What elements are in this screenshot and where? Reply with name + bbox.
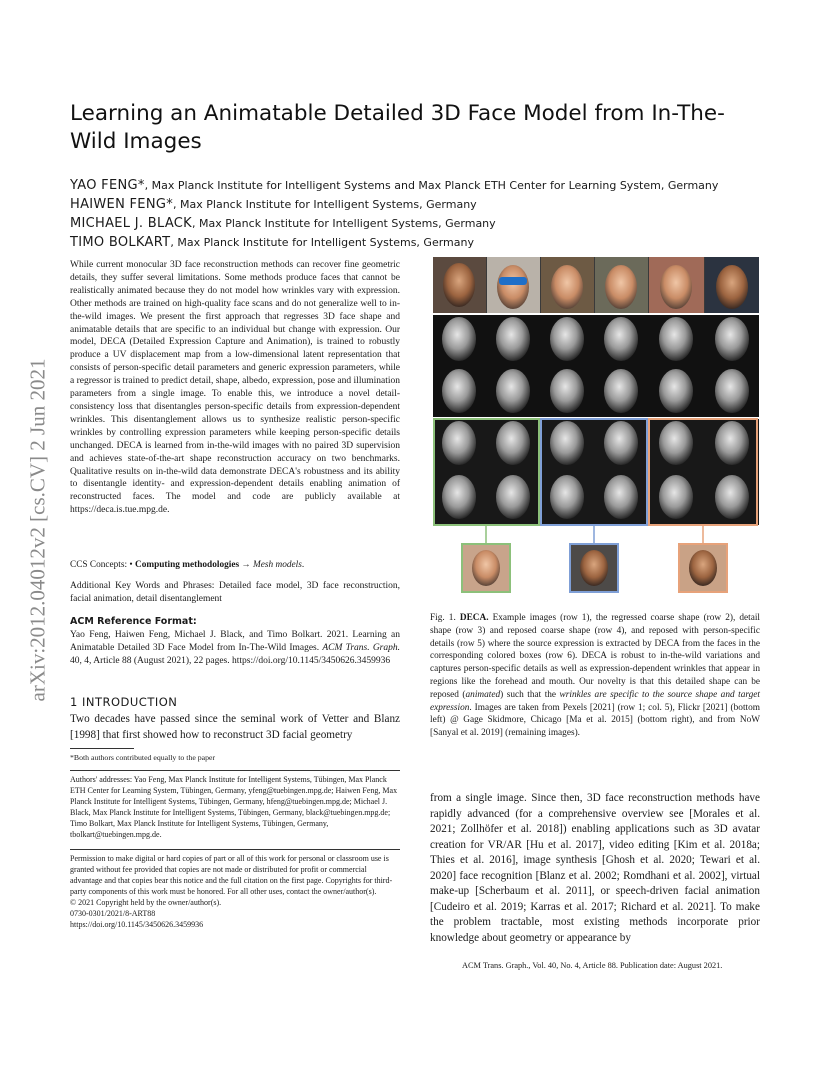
- author-name: HAIWEN FENG*: [70, 197, 174, 212]
- caption-text: Example images (row 1), the regressed coarse shape (row 2), detail shape (row 3) and reposed coarse shape (row 4), and reposed with person-specific details (row 5) where the source expression is extracted by DECA from the faces in the corresponding colored boxes (row 6). DECA is robust to in-the-wild variations and captures person-specific details as well as expression-dependent wrinkles that appear in regions like the forehead and mouth. Our novelty is that this detailed shape can be reposed (: [430, 613, 760, 700]
- footnote-rule: [70, 748, 134, 749]
- author-line: [70, 235, 474, 250]
- reference-format-heading: ACM Reference Format:: [70, 616, 197, 627]
- author-name: MICHAEL J. BLACK: [70, 216, 193, 231]
- arxiv-sidebar: [18, 300, 58, 760]
- shape-rows: [433, 315, 759, 417]
- caption-emphasis: wrinkles are specific to the source shape and target expression: [430, 689, 760, 713]
- ccs-category: Computing methodologies: [134, 560, 240, 570]
- doi-link[interactable]: https://doi.org/10.1145/3450626.3459936: [70, 920, 204, 929]
- intro-continuation: from a single image. Since then, 3D face reconstruction methods have rapidly advanced (for a comprehensive overview see [Morales et al. 2021; Zollhöfer et al. 2018]) enabling applications such as 3D avatar creation for VR/AR [Hu et al. 2017], video editing [Kim et al. 2018a; Thies et al. 2016], image synthesis [Ghosh et al. 2020; Tewari et al. 2020] face recognition [Blanz et al. 2002; Romdhani et al. 2002], virtual make-up [Scherbaum et al. 2011], or speech-driven facial animation [Cudeiro et al. 2019; Karras et al. 2017; Richard et al. 2021]. To make the problem tractable, most existing methods incorporate prior knowledge about geometry or appearance by: [430, 792, 760, 944]
- permission-block: [70, 853, 400, 930]
- author-name: YAO FENG*: [70, 178, 145, 193]
- source-faces: [462, 544, 727, 592]
- ccs-end: .: [301, 560, 305, 570]
- ccs-concepts: [70, 560, 400, 570]
- caption-text: . Images are taken from Pexels [2021] (row 1; col. 5), Flickr [2021] (bottom left) @ Gage Skidmore, Chicago [Ma et al. 2015] (bottom right), and from NoW [Sanyal et al. 2019] (remaining images).: [430, 702, 760, 739]
- reposed-rows: [433, 419, 759, 525]
- author-line: [70, 178, 718, 193]
- arxiv-id: arXiv:2012.04012v2 [cs.CV] 2 Jun 2021: [25, 358, 50, 702]
- ccs-prefix: CCS Concepts: •: [70, 560, 135, 570]
- caption-title: DECA.: [459, 613, 489, 623]
- author-affiliation: , Max Planck Institute for Intelligent Systems, Germany: [170, 236, 474, 249]
- reference-format-text: [70, 629, 400, 668]
- abstract: While current monocular 3D face reconstruction methods can recover fine geometric details, they suffer several limitations. Some methods produce faces that cannot be realistically animated because they do not model how wrinkles vary with expression. Other methods are trained on high-quality face scans and do not generalize well to in-the-wild images. We present the first approach that regresses 3D face shape and animatable details that are specific to an individual but change with expression. Our model, DECA (Detailed Expression Capture and Animation), is trained to robustly produce a UV displacement map from a low-dimensional latent representation that consists of person-specific detail parameters and generic expression parameters, while a regressor is trained to predict detail, shape, albedo, expression, pose and illumination parameters from a single image. To enable this, we introduce a novel detail-consistency loss that disentangles person-specific details from expression-dependent wrinkles. This disentanglement allows us to synthesize realistic person-specific wrinkles by controlling expression parameters while keeping person-specific details unchanged. DECA is learned from in-the-wild images with no paired 3D supervision and achieves state-of-the-art shape reconstruction accuracy on two benchmarks. Qualitative results on in-the-wild data demonstrate DECA's robustness and its ability to disentangle identity- and expression-dependent details enabling animation of reconstructed faces. The model and code are publicly available at https://deca.is.tue.mpg.de.: [70, 260, 400, 516]
- photo-row: [433, 257, 759, 313]
- paper-title: Learning an Animatable Detailed 3D Face Model from In-The-Wild Images: [70, 101, 725, 154]
- author-name: TIMO BOLKART: [70, 235, 171, 250]
- ref-doi[interactable]: 40, 4, Article 88 (August 2021), 22 pages. https://doi.org/10.1145/3450626.3459936: [70, 655, 391, 666]
- page-footer: ACM Trans. Graph., Vol. 40, No. 4, Article 88. Publication date: August 2021.: [462, 961, 723, 970]
- caption-text: ) such that the: [500, 689, 560, 700]
- author-line: [70, 216, 496, 231]
- figure-1: [433, 257, 759, 597]
- section-heading: 1 INTRODUCTION: [70, 695, 178, 709]
- figure-caption: [430, 612, 760, 740]
- ref-journal: ACM Trans. Graph.: [322, 642, 401, 653]
- keywords: Additional Key Words and Phrases: Detailed face model, 3D face reconstruction, facial animation, detail disentanglement: [70, 581, 400, 604]
- author-affiliation: , Max Planck Institute for Intelligent Systems, Germany: [173, 198, 477, 211]
- ccs-arrow: →: [239, 560, 254, 570]
- permission-rule: [70, 849, 400, 850]
- ccs-term: Mesh models: [253, 560, 302, 570]
- author-addresses: Authors' addresses: Yao Feng, Max Planck Institute for Intelligent Systems, Tübingen, Max Planck ETH Center for Learning System, Tübingen, Germany, yfeng@tuebingen.mpg.de; Haiwen Feng, Max Planck Institute for Intelligent Systems, Tübingen, Germany, hfeng@tuebingen.mpg.de; Michael J. Black, Max Planck Institute for Intelligent Systems, Tübingen, Germany, black@tuebingen.mpg.de; Timo Bolkart, Max Planck Institute for Intelligent Systems, Tübingen, Germany, tbolkart@tuebingen.mpg.de.: [70, 775, 398, 839]
- ref-text: Yao Feng, Haiwen Feng, Michael J. Black, and Timo Bolkart. 2021. Learning an Animatable Detailed 3D Face Model from In-The-Wild Images.: [70, 630, 400, 653]
- caption-label: Fig. 1.: [430, 613, 456, 623]
- copyright-line: © 2021 Copyright held by the owner/author(s).: [70, 898, 222, 907]
- author-line: [70, 197, 477, 212]
- footnote: *Both authors contributed equally to the paper: [70, 753, 216, 762]
- issn-line: 0730-0301/2021/8-ART88: [70, 909, 156, 918]
- permission-text: Permission to make digital or hard copies of part or all of this work for personal or classroom use is granted without fee provided that copies are not made or distributed for profit or commercial advantage and that copies bear this notice and the full citation on the first page. Copyrights for third-party components of this work must be honored. For all other uses, contact the owner/author(s).: [70, 854, 393, 896]
- intro-text: Two decades have passed since the seminal work of Vetter and Blanz [1998] that first showed how to reconstruct 3D facial geometry: [70, 713, 400, 741]
- address-rule: [70, 770, 400, 771]
- author-affiliation: , Max Planck Institute for Intelligent Systems, Germany: [192, 217, 496, 230]
- author-affiliation: , Max Planck Institute for Intelligent Systems and Max Planck ETH Center for Learning System, Germany: [144, 179, 719, 192]
- caption-emphasis: animated: [465, 689, 501, 700]
